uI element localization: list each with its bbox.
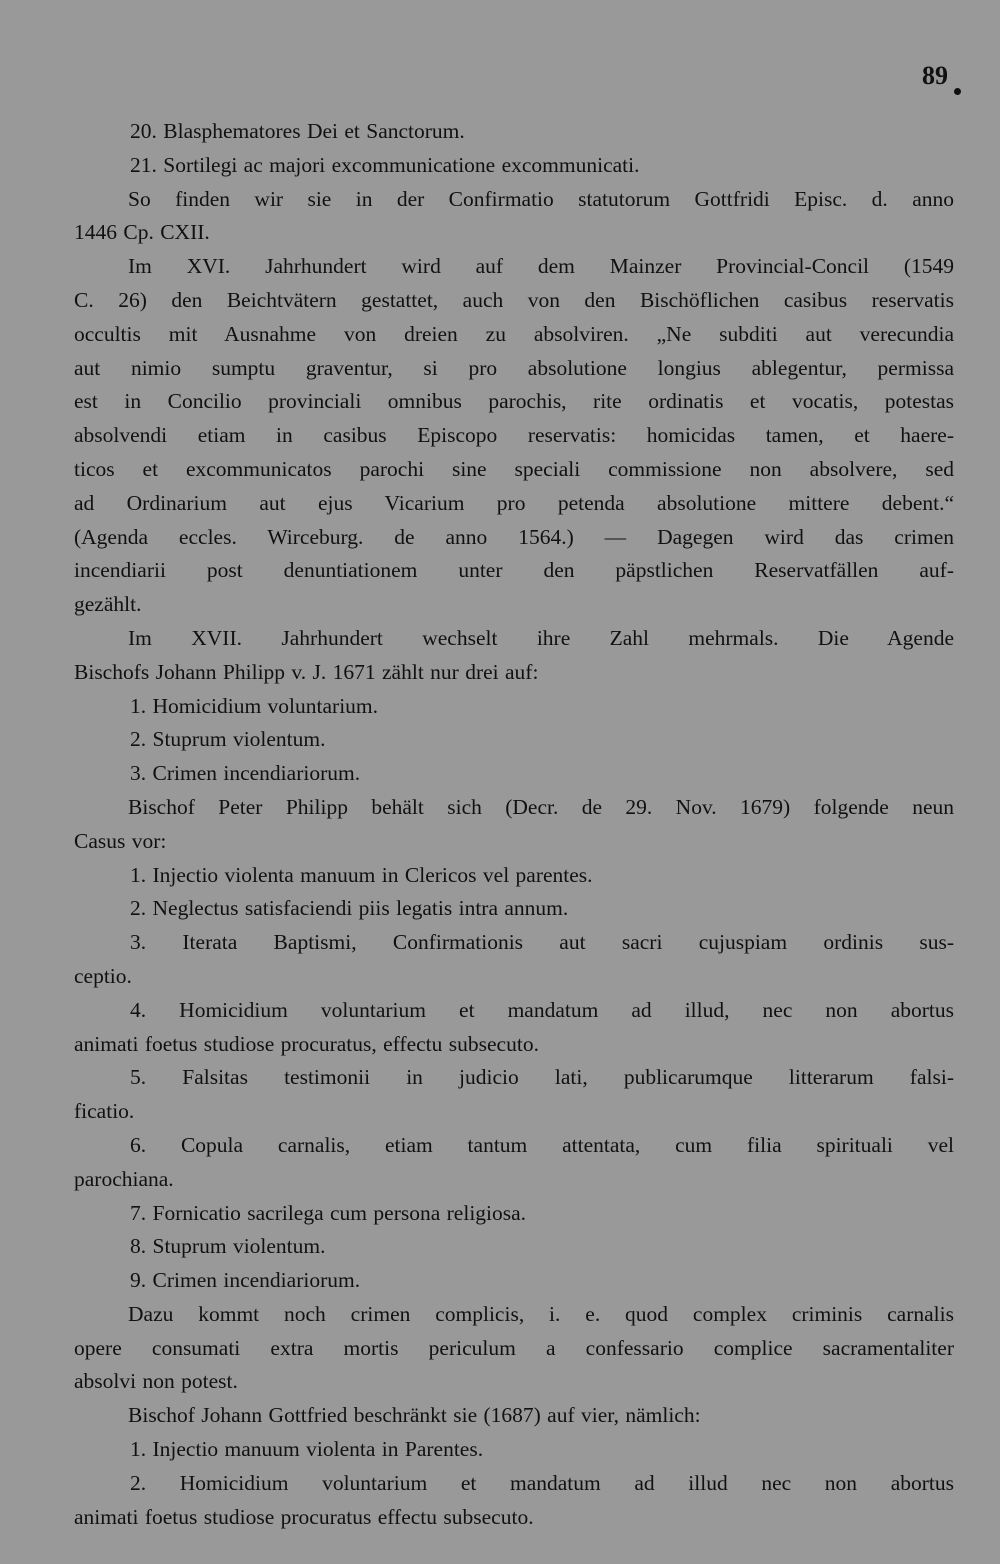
list-item: 5. Falsitas testimonii in judicio lati, publicarumque litterarum falsi- [130,1065,954,1090]
list-item: 1. Homicidium voluntarium. [130,693,379,718]
text-line: Casus vor: [74,828,167,853]
list-item: 9. Crimen incendiariorum. [130,1268,361,1293]
list-item: 2. Neglectus satisfaciendi piis legatis intra annum. [130,896,569,921]
text-line: aut nimio sumptu graventur, si pro absolutione longius ablegentur, permissa [74,355,954,380]
text-line: C. 26) den Beichtvätern gestattet, auch von den Bischöflichen casibus reservatis [74,287,954,312]
text-line: 21. Sortilegi ac majori excommunicatione excommunicati. [130,152,640,177]
list-item: 1. Injectio manuum violenta in Parentes. [130,1437,484,1462]
page-number: 89 [922,61,948,90]
list-item: 7. Fornicatio sacrilega cum persona religiosa. [130,1200,527,1225]
list-item: 8. Stuprum violentum. [130,1234,326,1259]
list-item: 2. Homicidium voluntarium et mandatum ad illud nec non abortus [130,1470,954,1495]
list-item: 1. Injectio violenta manuum in Clericos vel parentes. [130,862,593,887]
text-line: ticos et excommunicatos parochi sine speciali commissione non absolvere, sed [74,456,954,481]
text-line: animati foetus studiose procuratus effectu subsecuto. [74,1504,534,1529]
text-line: opere consumati extra mortis periculum a confessario complice sacramentaliter [74,1335,954,1360]
list-item: 3. Crimen incendiariorum. [130,761,361,786]
list-item: 4. Homicidium voluntarium et mandatum ad illud, nec non abortus [130,997,954,1022]
list-item: 3. Iterata Baptismi, Confirmationis aut sacri cujuspiam ordinis sus- [130,930,954,955]
text-line: 20. Blasphematores Dei et Sanctorum. [130,119,465,143]
text-line: 1446 Cp. CXII. [74,220,210,245]
text-line: Bischof Johann Gottfried beschränkt sie (1687) auf vier, nämlich: [128,1403,701,1428]
body-text [74,115,954,1534]
text-line: absolvi non potest. [74,1369,238,1394]
text-line: parochiana. [74,1166,174,1191]
text-line: incendiarii post denuntiationem unter den päpstlichen Reservatfällen auf- [74,558,954,583]
text-line: est in Concilio provinciali omnibus parochis, rite ordinatis et vocatis, potestas [74,389,954,414]
text-line: ad Ordinarium aut ejus Vicarium pro petenda absolutione mittere debent.“ [74,490,954,515]
text-line: Bischof Peter Philipp behält sich (Decr. de 29. Nov. 1679) folgende neun [128,794,954,819]
text-line: animati foetus studiose procuratus, effectu subsecuto. [74,1031,539,1056]
text-line: Bischofs Johann Philipp v. J. 1671 zählt nur drei auf: [74,659,539,684]
text-line: ceptio. [74,963,132,988]
text-line: Dazu kommt noch crimen complicis, i. e. quod complex criminis carnalis [128,1301,954,1326]
list-item: 2. Stuprum violentum. [130,727,326,752]
text-line: Im XVII. Jahrhundert wechselt ihre Zahl mehrmals. Die Agende [128,625,954,650]
text-line: Im XVI. Jahrhundert wird auf dem Mainzer Provincial-Concil (1549 [128,254,954,279]
list-item: 6. Copula carnalis, etiam tantum attentata, cum filia spirituali vel [130,1132,954,1157]
text-line: absolvendi etiam in casibus Episcopo reservatis: homicidas tamen, et haere- [74,423,954,448]
text-line: So finden wir sie in der Confirmatio statutorum Gottfridi Episc. d. anno [128,186,954,211]
text-line: occultis mit Ausnahme von dreien zu absolviren. „Ne subditi aut verecundia [74,321,954,346]
ink-dot [954,88,961,95]
text-line: (Agenda eccles. Wirceburg. de anno 1564.) — Dagegen wird das crimen [74,524,954,549]
text-line: gezählt. [74,592,142,617]
text-line: ficatio. [74,1099,135,1124]
